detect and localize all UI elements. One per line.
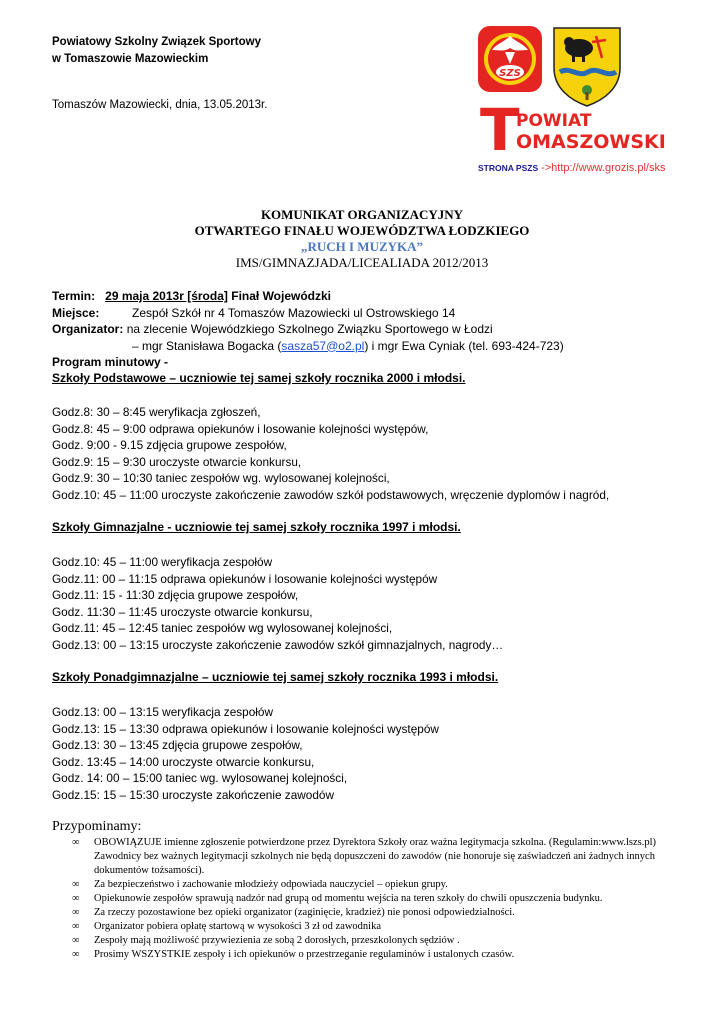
schedule-item: Godz.13: 00 – 13:15 uroczyste zakończenie zawodów szkół gimnazjalnych, nagrody… (52, 637, 504, 652)
infinity-bullet-icon: ∞ (72, 837, 80, 848)
szs-logo (478, 26, 542, 92)
reminder-text: OBOWIĄZUJE imienne zgłoszenie potwierdzone przez Dyrektora Szkoły oraz ważna legitymacja szkolna. (Regulamin:www.lszs.pl) Zawodnicy bez ważnych legitymacji szkolnych nie będą dopuszczeni do zawodów (nie honoruje się zaświadczeń ani żadnych innych dokumentów tożsamości). (94, 837, 657, 876)
reminder-text: Prosimy WSZYSTKIE zespoły i ich opiekunów o przestrzeganie regulaminów i ustalonych czasów. (94, 949, 515, 960)
schedule-podstawowe (52, 404, 609, 503)
title-line-4: IMS/GIMNAZJADA/LICEALIADA 2012/2013 (235, 255, 489, 270)
organizator-value: na zlecenie Wojewódzkiego Szkolnego Związku Sportowego w Łodzi (126, 322, 493, 336)
title-line-2: OTWARTEGO FINAŁU WOJEWÓDZTWA ŁODZKIEGO (194, 223, 530, 238)
site-url-link[interactable]: ->http://www.grozis.pl/sks (541, 162, 666, 174)
program-label: Program minutowy - (52, 355, 169, 369)
schedule-item: Godz. 14: 00 – 15:00 taniec wg. wylosowanej kolejności, (52, 771, 348, 785)
powiat-line-2: OMASZOWSKI (516, 131, 666, 153)
site-label: STRONA PSZS (478, 163, 539, 173)
miejsce-label: Miejsce: (52, 305, 100, 320)
contact-post: ) i mgr Ewa Cyniak (tel. 693-424-723) (364, 338, 564, 353)
schedule-item: Godz.9: 15 – 9:30 uroczyste otwarcie konkursu, (52, 454, 302, 469)
infinity-bullet-icon: ∞ (72, 907, 80, 918)
infinity-bullet-icon: ∞ (72, 879, 80, 890)
termin-date: 29 maja 2013r [środa] (105, 289, 228, 303)
reminder-item (72, 892, 692, 906)
contact-row (52, 338, 564, 355)
reminder-item (72, 948, 692, 962)
infinity-bullet-icon: ∞ (72, 935, 80, 946)
site-link-line (478, 162, 665, 174)
bear-head-icon (564, 37, 574, 47)
schedule-ponadgimnazjalne (52, 704, 439, 803)
organizator-row (52, 321, 564, 338)
termin-rest: Finał Wojewódzki (231, 289, 332, 303)
title-line-3: „RUCH I MUZYKA” (300, 239, 424, 254)
logos (474, 22, 696, 164)
reminder-text: Za bezpieczeństwo i zachowanie młodzieży odpowiada nauczyciel – opiekun grupy. (94, 879, 448, 890)
powiat-wordmark (480, 96, 666, 164)
schedule-item: Godz. 11:30 – 11:45 uroczyste otwarcie konkursu, (52, 604, 313, 619)
title-block (0, 207, 724, 271)
schedule-item: Godz.13: 15 – 13:30 odprawa opiekunów i losowanie kolejności występów (52, 721, 439, 736)
reminder-text: Opiekunowie zespołów sprawują nadzór nad grupą od momentu wejścia na teren szkoły do chwili opuszczenia budynku. (94, 893, 603, 904)
schedule-item: Godz.10: 45 – 11:00 uroczyste zakończenie zawodów szkół podstawowych, wręczenie dyplomów i nagród, (52, 487, 610, 502)
schedule-item: Godz.9: 30 – 10:30 taniec zespołów wg. wylosowanej kolejności, (52, 471, 390, 485)
miejsce-value: Zespół Szkół nr 4 Tomaszów Mazowiecki ul Ostrowskiego 14 (132, 305, 456, 320)
infinity-bullet-icon: ∞ (72, 949, 80, 960)
schedule-item: Godz.11: 45 – 12:45 taniec zespołów wg wylosowanej kolejności, (52, 621, 393, 635)
title-line-1: KOMUNIKAT ORGANIZACYJNY (260, 207, 464, 222)
contact-pre: – mgr Stanisława Bogacka ( (132, 338, 282, 353)
infinity-bullet-icon: ∞ (72, 921, 80, 932)
section-title-podstawowe: Szkoły Podstawowe – uczniowie tej samej szkoły rocznika 2000 i młodsi. (52, 371, 466, 385)
reminder-text: Zespoły mają możliwość przywiezienia ze sobą 2 dorosłych, przeszkolonych sędziów . (94, 935, 460, 946)
szs-logo-text: SZS (499, 68, 521, 79)
reminder-text: Za rzeczy pozostawione bez opieki organizator (zaginięcie, kradzież) nie ponosi odpowiedzialności. (94, 907, 515, 918)
organizator-label: Organizator: (52, 322, 124, 336)
schedule-gimnazjalne (52, 554, 503, 653)
powiat-initial: T (480, 96, 520, 164)
schedule-item: Godz. 9:00 - 9.15 zdjęcia grupowe zespołów, (52, 438, 287, 452)
reminder-item (72, 878, 692, 892)
infinity-bullet-icon: ∞ (72, 893, 80, 904)
schedule-item: Godz.13: 00 – 13:15 weryfikacja zespołów (52, 705, 273, 719)
org-line-1: Powiatowy Szkolny Związek Sportowy (52, 36, 261, 48)
schedule-item: Godz.8: 30 – 8:45 weryfikacja zgłoszeń, (52, 405, 261, 419)
reminder-text: Organizator pobiera opłatę startową w wysokości 3 zł od zawodnika (94, 921, 382, 932)
event-info (52, 288, 564, 371)
section-title-gimnazjalne: Szkoły Gimnazjalne - uczniowie tej samej szkoły rocznika 1997 i młodsi. (52, 520, 461, 534)
powiat-line-1: POWIAT (516, 111, 592, 131)
document-date: Tomaszów Mazowiecki, dnia, 13.05.2013r. (52, 99, 268, 111)
org-line-2: w Tomaszowie Mazowieckim (52, 53, 209, 65)
coat-of-arms (554, 28, 620, 106)
schedule-item: Godz.13: 30 – 13:45 zdjęcia grupowe zespołów, (52, 738, 303, 752)
schedule-item: Godz.8: 45 – 9:00 odprawa opiekunów i losowanie kolejności występów, (52, 421, 429, 436)
schedule-item: Godz. 13:45 – 14:00 uroczyste otwarcie konkursu, (52, 754, 315, 769)
schedule-item: Godz.11: 15 - 11:30 zdjęcia grupowe zespołów, (52, 588, 299, 602)
reminders-list (72, 836, 692, 962)
reminders-title: Przypominamy: (52, 819, 142, 834)
reminder-item (72, 934, 692, 948)
miejsce-row (52, 305, 564, 322)
schedule-item: Godz.15: 15 – 15:30 uroczyste zakończenie zawodów (52, 787, 334, 802)
schedule-item: Godz.11: 00 – 11:15 odprawa opiekunów i losowanie kolejności występów (52, 571, 438, 586)
schedule-item: Godz.10: 45 – 11:00 weryfikacja zespołów (52, 555, 273, 569)
reminder-item (72, 920, 692, 934)
section-title-ponadgimnazjalne: Szkoły Ponadgimnazjalne – uczniowie tej samej szkoły rocznika 1993 i młodsi. (52, 670, 499, 684)
organization-name (52, 34, 261, 68)
contact-email-link[interactable]: sasza57@o2.pl (281, 338, 365, 353)
termin-label: Termin: (52, 289, 96, 303)
logo-graphics (474, 22, 696, 164)
termin-row (52, 288, 564, 305)
reminder-item (72, 906, 692, 920)
reminder-item (72, 836, 692, 878)
